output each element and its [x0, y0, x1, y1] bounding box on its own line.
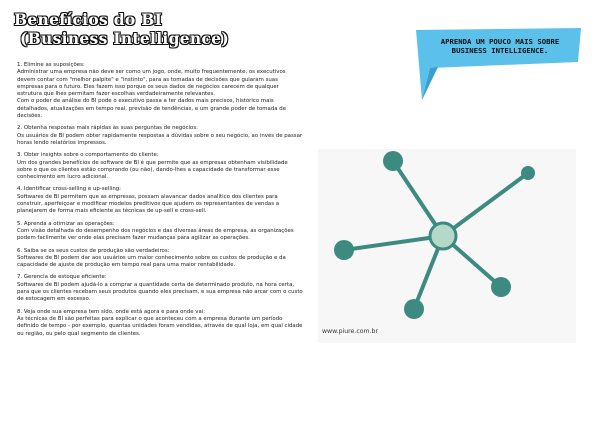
node-bottom-right [491, 277, 511, 297]
network-graph-icon [318, 149, 576, 343]
section-paragraph: As técnicas de BI são perfeitas para explicar o que aconteceu com a empresa durante um período definido de tempo - por exemplo, quantas unidades foram vendidas, através de qual loja, em qual cidade ou região, ou pelo qual segmento de clientes. [17, 315, 303, 337]
section-heading: 6. Saiba se os seus custos de produção são verdadeiros: [17, 247, 170, 254]
section-heading: 5. Aprenda a otimizar as operações: [17, 220, 115, 227]
banner-line-2: BUSINESS INTELLIGENCE. [451, 46, 549, 55]
section-paragraph: Administrar uma empresa não deve ser como um jogo, onde, muito frequentemente, os executivos devem contar com "melhor palpite" e "instinto", para as tomadas de decisões que guiaram suas empresas para o futuro. Eles fazem isso porque os seus dados de negócios carecem de qualquer estrutura que lhes permitam fazer escolhas verdadeiramente relevantes. [17, 69, 286, 98]
section-paragraph: Com visão detalhada do desempenho dos negócios e das diversas áreas de empresa, as organizações podem facilmente ver onde elas precisam fazer mudanças para agilizar as operações. [17, 227, 294, 242]
node-top-right [521, 166, 535, 180]
section-heading: 2. Obtenha respostas mais rápidas às suas perguntas de negócios: [17, 125, 198, 132]
section-paragraph: Softwares de BI permitem que as empresas, possam alavancar dados analítico dos clientes para construir, aperfeiçoar e modificar modelos preditivos que ajudem os representantes de vendas a planejarem de forma mais eficiente as técnicas de up-sell e cross-sell. [17, 193, 280, 215]
node-center [430, 223, 456, 249]
section-heading: 1. Elimine as suposições: [17, 62, 85, 68]
banner-line-1: APRENDA UM POUCO MAIS SOBRE [440, 37, 560, 46]
section-heading: 7. Gerencia de estoque eficiente: [17, 274, 107, 281]
image-credit: www.piure.com.br [322, 328, 378, 335]
section-paragraph: Softwares de BI podem ajudá-lo a comprar a quantidade certa de determinado produto, na hora certa, para que os clientes recebam seus produtos quando eles precisam, e sua empresa não arcar com o custo de estocagem em excesso. [17, 281, 303, 303]
section-heading: 3. Obter insights sobre o comportamento do cliente: [17, 152, 159, 159]
section-paragraph: Softwares de BI podem dar aos usuários um maior conhecimento sobre os custos de produção e da capacidade de ajuste de produção em tempo real para uma maior rentabilidade. [17, 254, 286, 269]
page-title [14, 10, 274, 48]
section-6 [17, 248, 304, 270]
node-left [334, 240, 354, 260]
section-3 [17, 152, 304, 181]
section-1 [17, 62, 304, 120]
title-line-2: (Business Intelligence) [20, 29, 230, 48]
section-5 [17, 221, 304, 243]
section-heading: 8. Veja onde sua empresa tem sido, onde está agora e para onde vai: [17, 308, 206, 315]
section-8 [17, 309, 304, 338]
callout-banner [410, 28, 585, 100]
node-top [383, 151, 403, 171]
section-4 [17, 186, 304, 215]
node-bottom [404, 299, 424, 319]
banner-text [424, 37, 576, 55]
section-paragraph: Os usuários de BI podem obter rapidamente respostas a dúvidas sobre o seu negócio, ao invés de passar horas lendo relatórios impressos. [17, 132, 303, 146]
benefits-list [17, 62, 304, 343]
network-illustration [318, 149, 576, 343]
title-line-1: Benefícios do BI [14, 10, 163, 29]
section-paragraph: Um dos grandes benefícios de software de BI é que permite que as empresas obtenham visibilidade sobre o que os clientes estão comprando (ou não), dando-lhes a capacidade de transformar esse conhecimento em lucro adicional. [17, 159, 288, 181]
section-7 [17, 274, 304, 303]
section-paragraph: Com o poder de análise do BI pode o executivo passa a ter dados mais precisos, histórico mais detalhados, atualizações em tempo real, previsão de tendências, e um grande poder de tomada de decisões. [17, 98, 287, 120]
section-2 [17, 125, 304, 147]
section-heading: 4. Identificar cross-selling e up-selling: [17, 186, 121, 193]
